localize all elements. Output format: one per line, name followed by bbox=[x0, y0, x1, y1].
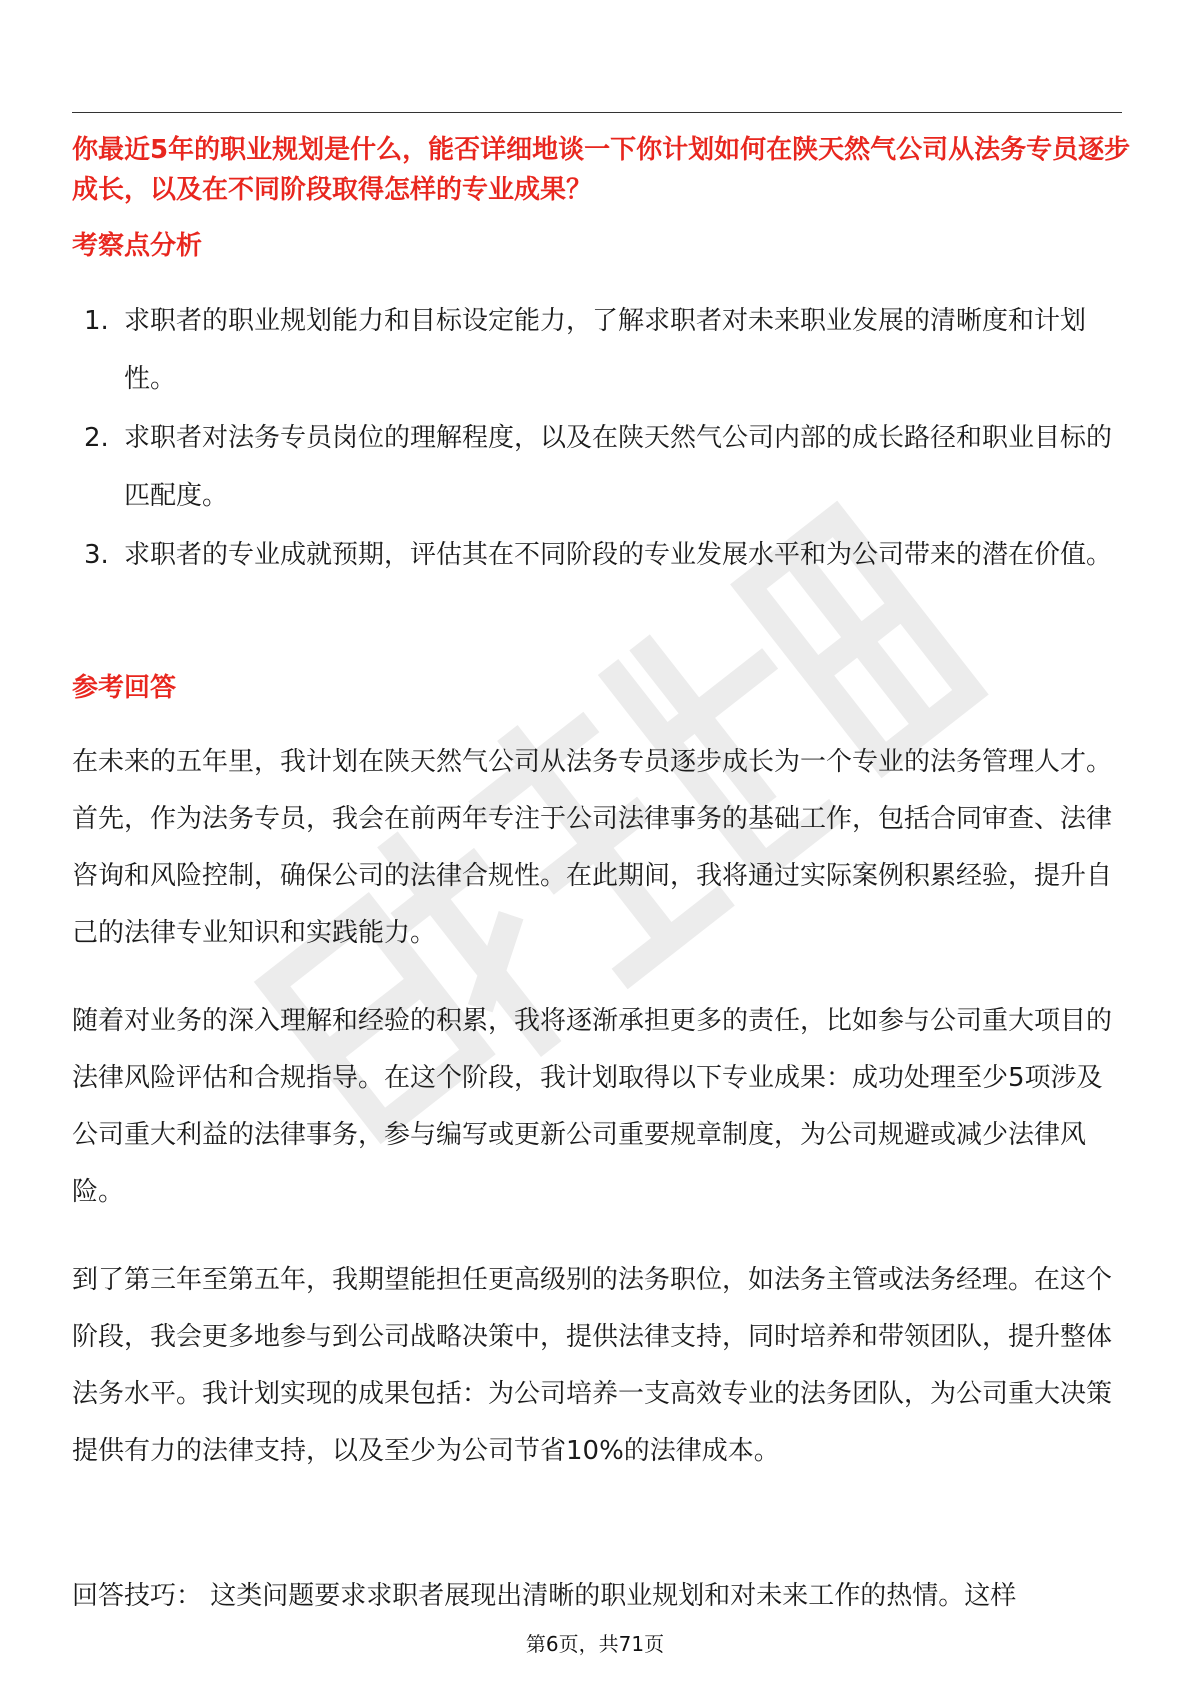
point-number: 1. bbox=[84, 306, 109, 336]
analysis-point bbox=[84, 292, 1134, 408]
answer-paragraph: 到了第三年至第五年，我期望能担任更高级别的法务职位，如法务主管或法务经理。在这个阶段，我会更多地参与到公司战略决策中，提供法律支持，同时培养和带领团队，提升整体法务水平。我计划实现的成果包括：为公司培养一支高效专业的法务团队，为公司重大决策提供有力的法律支持，以及至少为公司节省10%的法律成本。 bbox=[72, 1265, 1113, 1466]
answer-paragraph: 在未来的五年里，我计划在陕天然气公司从法务专员逐步成长为一个专业的法务管理人才。首先，作为法务专员，我会在前两年专注于公司法律事务的基础工作，包括合同审查、法律咨询和风险控制，确保公司的法律合规性。在此期间，我将通过实际案例积累经验，提升自己的法律专业知识和实践能力。 bbox=[72, 747, 1113, 948]
analysis-heading: 考察点分析 bbox=[72, 231, 203, 261]
point-number: 3. bbox=[84, 540, 109, 570]
answer-heading: 参考回答 bbox=[72, 673, 177, 703]
question-title: 你最近5年的职业规划是什么，能否详细地谈一下你计划如何在陕天然气公司从法务专员逐步成长，以及在不同阶段取得怎样的专业成果？ bbox=[72, 135, 1131, 205]
point-text: 求职者对法务专员岗位的理解程度，以及在陕天然气公司内部的成长路径和职业目标的匹配度。 bbox=[124, 423, 1113, 511]
answer-paragraph: 随着对业务的深入理解和经验的积累，我将逐渐承担更多的责任，比如参与公司重大项目的法律风险评估和合规指导。在这个阶段，我计划取得以下专业成果：成功处理至少5项涉及公司重大利益的法律事务，参与编写或更新公司重要规章制度，为公司规避或减少法律风险。 bbox=[72, 1006, 1113, 1207]
analysis-point bbox=[84, 409, 1134, 525]
analysis-point bbox=[84, 526, 1134, 584]
top-divider bbox=[72, 112, 1122, 113]
point-text: 求职者的职业规划能力和目标设定能力，了解求职者对未来职业发展的清晰度和计划性。 bbox=[124, 306, 1087, 394]
point-number: 2. bbox=[84, 423, 109, 453]
answer-tips: 回答技巧： 这类问题要求求职者展现出清晰的职业规划和对未来工作的热情。这样 bbox=[72, 1581, 1017, 1611]
point-text: 求职者的专业成就预期，评估其在不同阶段的专业发展水平和为公司带来的潜在价值。 bbox=[124, 540, 1113, 570]
page-number: 第6页，共71页 bbox=[525, 1632, 665, 1656]
